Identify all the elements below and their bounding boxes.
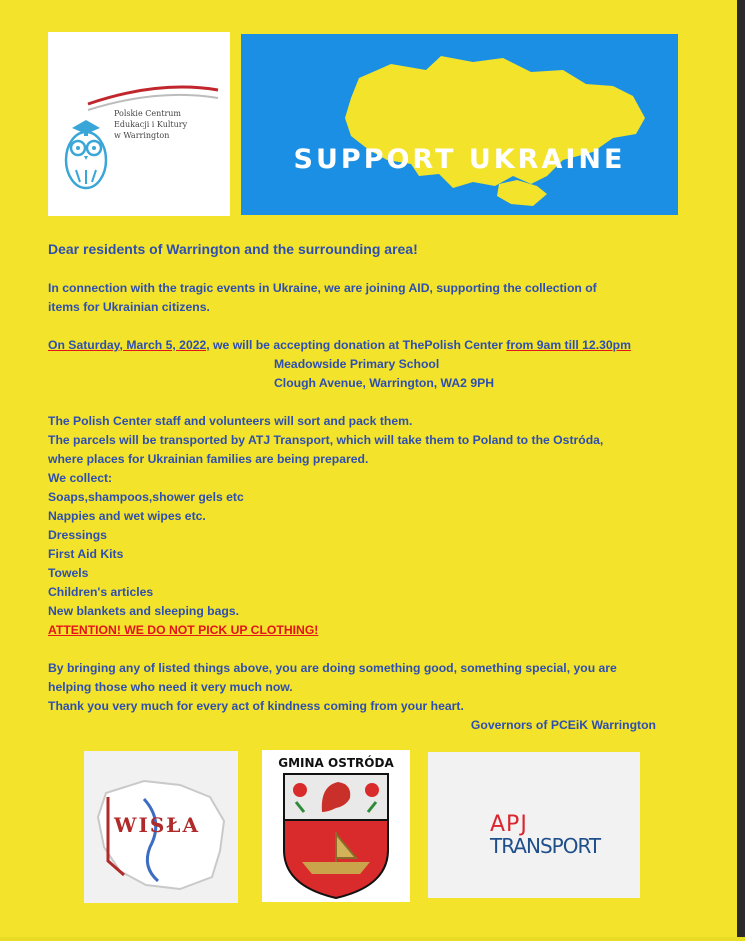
intro-line: items for Ukrainian citizens. <box>48 300 210 314</box>
closing-line: Thank you very much for every act of kindness coming from your heart. <box>48 699 464 713</box>
staff-line: The Polish Center staff and volunteers will sort and pack them. <box>48 414 413 428</box>
pceik-name-line1: Polskie Centrum <box>114 109 182 118</box>
collect-item: Soaps,shampoos,shower gels etc <box>48 490 244 504</box>
collection-details <box>48 412 698 640</box>
collect-item: Children's articles <box>48 585 154 599</box>
apj-transport-logo <box>428 752 640 898</box>
collect-item: Nappies and wet wipes etc. <box>48 509 206 523</box>
address-line: Meadowside Primary School <box>274 357 440 371</box>
wisla-text: WISŁA <box>114 813 200 837</box>
event-details <box>48 336 698 393</box>
closing-line: By bringing any of listed things above, you are doing something good, something special, you are <box>48 661 617 675</box>
collect-item: First Aid Kits <box>48 547 124 561</box>
pceik-name <box>114 108 220 141</box>
pceik-logo <box>48 32 230 216</box>
gmina-title: GMINA OSTRÓDA <box>278 756 394 770</box>
collect-title: We collect: <box>48 471 113 485</box>
transport-line: The parcels will be transported by ATJ Transport, which will take them to Poland to the Ostróda, <box>48 433 604 447</box>
gmina-ostroda-logo <box>262 750 410 902</box>
coat-of-arms-icon <box>262 750 410 902</box>
transport-line: where places for Ukrainian families are being prepared. <box>48 452 369 466</box>
support-ukraine-banner <box>241 34 678 215</box>
pceik-name-line3: w Warrington <box>114 131 170 140</box>
signature: Governors of PCEiK Warrington <box>470 718 656 732</box>
transport-text: TRANSPORT <box>490 834 601 858</box>
intro-line: In connection with the tragic events in Ukraine, we are joining AID, supporting the collection of <box>48 281 597 295</box>
event-place: Polish Center <box>424 338 503 352</box>
attention-notice: ATTENTION! WE DO NOT PICK UP CLOTHING! <box>48 623 319 637</box>
closing-paragraph <box>48 659 698 735</box>
page-edge-right <box>737 0 745 941</box>
collect-item: Dressings <box>48 528 107 542</box>
collect-item: New blankets and sleeping bags. <box>48 604 239 618</box>
address-line: Clough Avenue, Warrington, WA2 9PH <box>274 376 495 390</box>
wisla-logo <box>84 751 238 903</box>
intro-paragraph <box>48 279 698 317</box>
banner-title: SUPPORT UKRAINE <box>293 144 626 175</box>
event-line <box>48 336 698 355</box>
closing-line: helping those who need it very much now. <box>48 680 293 694</box>
apj-text: APJ <box>490 812 528 837</box>
ukraine-map-icon <box>241 34 678 215</box>
page-edge-bottom <box>0 937 745 941</box>
letter-body <box>48 240 698 735</box>
event-time: from 9am till 12.30pm <box>506 338 631 352</box>
letter-heading: Dear residents of Warrington and the surrounding area! <box>48 241 418 257</box>
pceik-name-line2: Edukacji i Kultury <box>114 120 188 129</box>
event-date: On Saturday, March 5, 2022, <box>48 338 210 352</box>
event-accepting: we will be accepting donation at The <box>209 338 425 352</box>
collect-item: Towels <box>48 566 89 580</box>
